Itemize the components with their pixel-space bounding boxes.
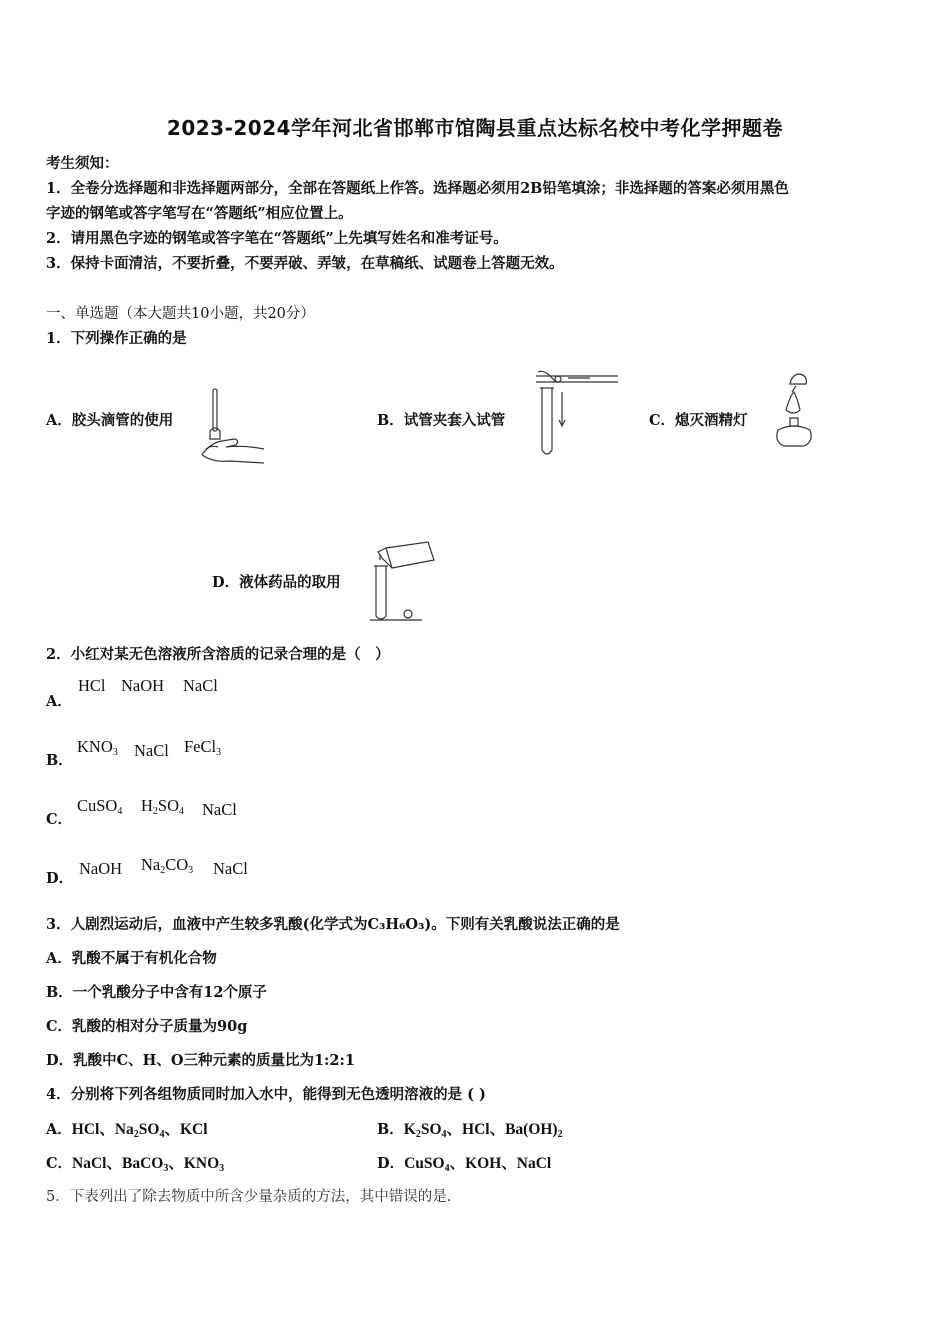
q4-option-d: D．CuSO$_4$、KOH、NaCl [377, 1155, 552, 1174]
q1-stem: 1．下列操作正确的是 [46, 330, 187, 347]
q4-option-c: C．NaCl、BaCO$_3$、$KNO_3$ [46, 1155, 225, 1174]
section-heading: 一、单选题（本大题共10小题，共20分） [46, 306, 315, 322]
q2-a-formula: NaOH [121, 676, 165, 695]
q3-stem: 3．人剧烈运动后，血液中产生较多乳酸(化学式为C₃H₆O₃)。下则有关乳酸说法正确的是 [46, 916, 620, 933]
notice-line: 3．保持卡面清洁，不要折叠，不要弄破、弄皱，在草稿纸、试题卷上答题无效。 [46, 255, 564, 272]
q2-c-formula: $H_2SO_4$ [141, 796, 185, 817]
q2-a-formula: HCl [78, 676, 106, 695]
q4-option-a: A．HCl、$Na_2SO_4$、KCl [46, 1121, 208, 1140]
q1-option-d: D．液体药品的取用 [212, 574, 341, 591]
q2-d-formula: $Na_2CO_3$ [141, 855, 194, 876]
test-tube-holder-figure [528, 368, 623, 458]
q3-option-c: C．乳酸的相对分子质量为90g [46, 1018, 248, 1035]
q2-b-formula: $KNO_3$ [77, 737, 118, 758]
notice-line: 2．请用黑色字迹的钢笔或答字笔在“答题纸”上先填写姓名和准考证号。 [46, 230, 508, 247]
q2-option-b-label: B． [46, 752, 73, 769]
q2-option-a-label: A． [46, 693, 72, 710]
q4-option-b: B．$K_2SO_4$、HCl、$Ba(OH)_2$ [377, 1121, 563, 1140]
q1-option-c: C．熄灭酒精灯 [649, 412, 748, 429]
q3-option-d: D．乳酸中C、H、O三种元素的质量比为1:2:1 [46, 1052, 355, 1069]
q2-c-formula: CuSO$_4$ [77, 796, 123, 817]
q2-stem: 2．小红对某无色溶液所含溶质的记录合理的是（ ） [46, 646, 390, 663]
q2-d-formula: NaCl [213, 859, 248, 878]
q4-stem: 4．分别将下列各组物质同时加入水中，能得到无色透明溶液的是 ( ) [46, 1086, 486, 1103]
q2-b-formula: FeCl$_3$ [184, 737, 222, 758]
q1-option-b: B．试管夹套入试管 [377, 412, 506, 429]
q2-a-formula: NaCl [183, 676, 218, 695]
q2-c-formula: NaCl [202, 800, 237, 819]
q5-stem: 5．下表列出了除去物质中所含少量杂质的方法，其中错误的是. [46, 1189, 452, 1205]
q3-option-b: B．一个乳酸分子中含有12个原子 [46, 984, 267, 1001]
q2-b-formula: NaCl [134, 741, 169, 760]
page-title: 2023-2024学年河北省邯郸市馆陶县重点达标名校中考化学押题卷 [166, 116, 784, 140]
alcohol-lamp-figure [770, 370, 818, 452]
q3-option-a: A．乳酸不属于有机化合物 [46, 950, 217, 967]
q2-option-d-label: D． [46, 870, 74, 887]
notice-line: 1．全卷分选择题和非选择题两部分，全部在答题纸上作答。选择题必须用2B铅笔填涂；非选择题的答案必须用黑色 [46, 180, 789, 197]
notice-heading: 考生须知： [46, 155, 119, 172]
dropper-figure [196, 385, 271, 475]
liquid-pouring-figure [370, 536, 442, 624]
q2-d-formula: NaOH [79, 859, 123, 878]
notice-line: 字迹的钢笔或答字笔写在“答题纸”相应位置上。 [46, 205, 353, 222]
q1-option-a: A．胶头滴管的使用 [46, 412, 174, 429]
q2-option-c-label: C． [46, 811, 73, 828]
